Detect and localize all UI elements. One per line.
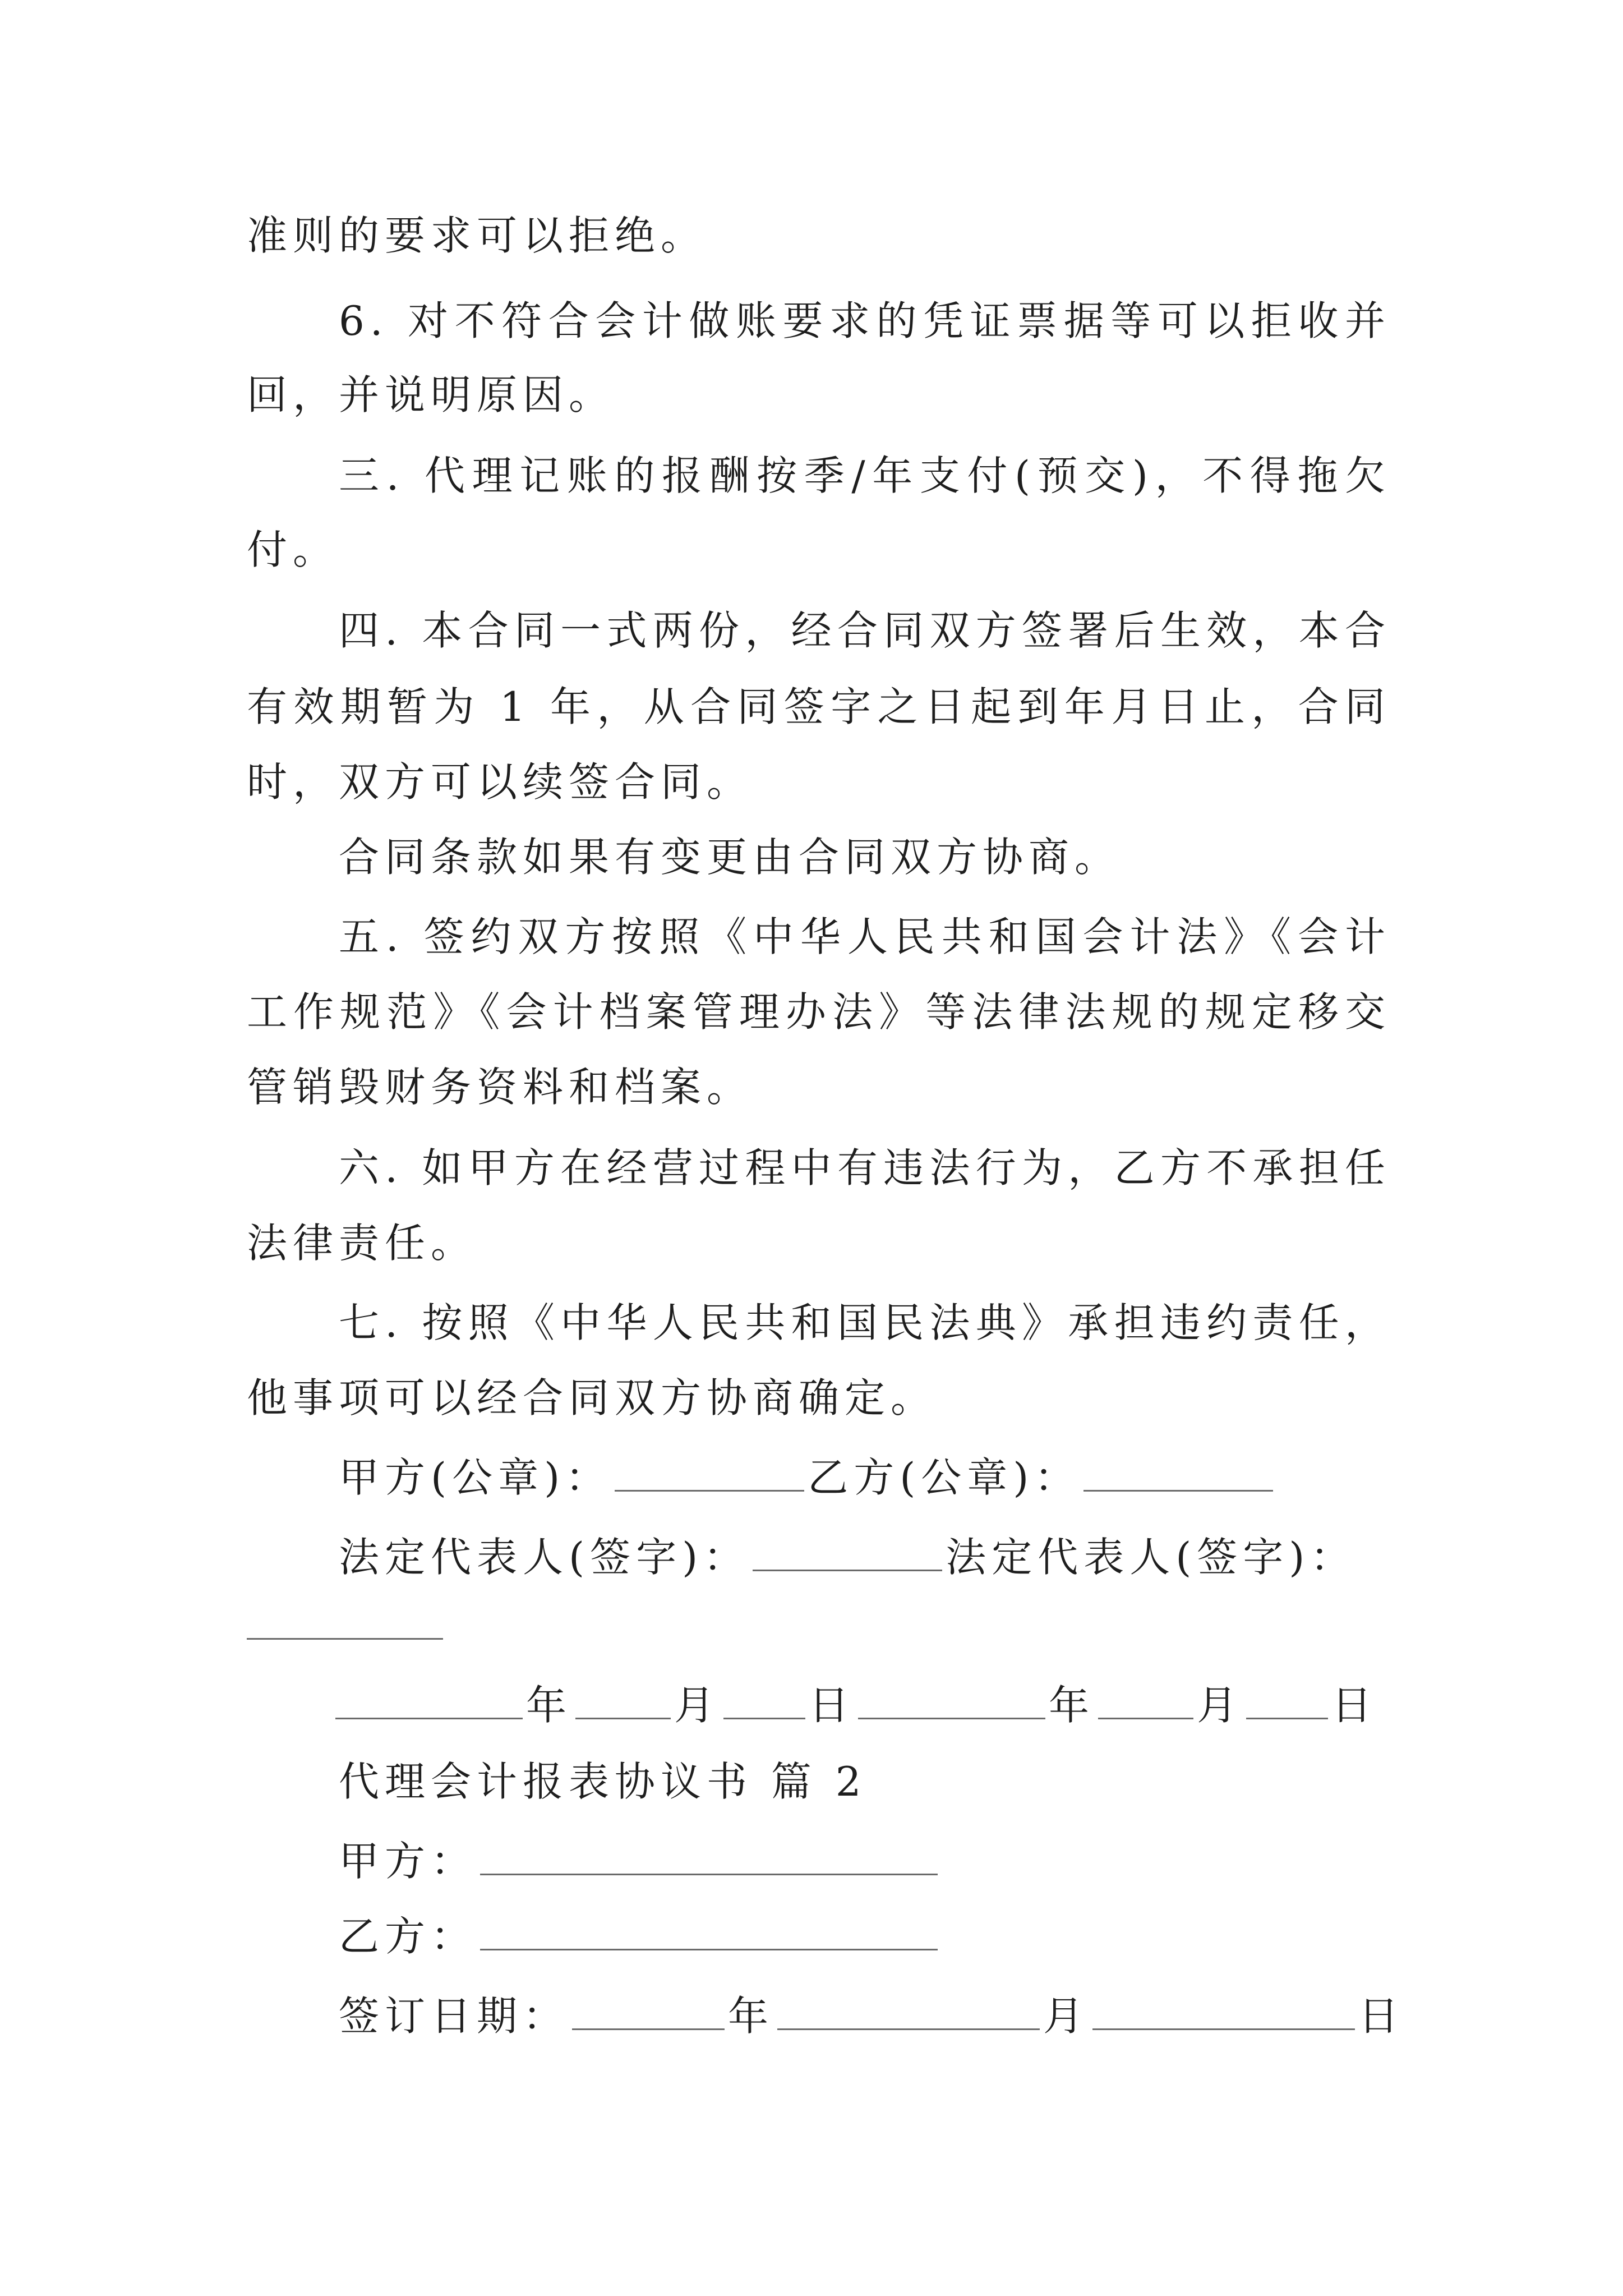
rep-a-blank	[753, 1530, 942, 1571]
day-label: 日	[1358, 1993, 1405, 2040]
paragraph-line: 时，双方可以续签合同。	[247, 758, 753, 806]
day-label: 日	[1331, 1682, 1378, 1729]
year-label: 年	[1049, 1682, 1095, 1729]
rep-b-label: 法定代表人(签字)：	[946, 1534, 1357, 1581]
party-b-seal-blank	[1083, 1451, 1273, 1492]
month-a-blank	[575, 1678, 671, 1719]
paragraph-line: 有效期暂为 1 年，从合同签字之日起到年月日止，合同	[247, 683, 1391, 730]
paragraph-line: 五. 签约双方按照《中华人民共和国会计法》《会计	[339, 913, 1391, 960]
sign-date-row	[339, 1989, 1404, 2043]
section-title: 代理会计报表协议书 篇 2	[339, 1758, 867, 1805]
year-label: 年	[728, 1993, 774, 2040]
sign-year-blank	[572, 1989, 725, 2030]
paragraph-line: 六. 如甲方在经营过程中有违法行为，乙方不承担任	[339, 1144, 1391, 1191]
month-label: 月	[1197, 1682, 1243, 1729]
paragraph-line: 工作规范》《会计档案管理办法》等法律法规的规定移交	[247, 988, 1391, 1036]
sign-month-blank	[777, 1989, 1040, 2030]
paragraph-line: 6. 对不符合会计做账要求的凭证票据等可以拒收并	[339, 297, 1391, 344]
party-a-blank	[480, 1834, 938, 1875]
party-b-label: 乙方：	[339, 1913, 477, 1960]
sign-date-label: 签订日期：	[339, 1993, 569, 2040]
paragraph-line: 合同条款如果有变更由合同双方协商。	[339, 834, 1121, 881]
month-label: 月	[1043, 1993, 1090, 2040]
seal-row	[339, 1451, 1276, 1504]
party-b-row	[339, 1910, 941, 1963]
paragraph-line: 准则的要求可以拒绝。	[247, 212, 707, 259]
day-a-blank	[723, 1678, 805, 1719]
party-a-seal-blank	[615, 1451, 804, 1492]
paragraph-line: 三. 代理记账的报酬按季/年支付(预交)，不得拖欠	[339, 452, 1391, 499]
year-a-blank	[335, 1678, 523, 1719]
paragraph-line: 他事项可以经合同双方协商确定。	[247, 1374, 937, 1421]
party-a-row	[339, 1834, 941, 1888]
month-b-blank	[1098, 1678, 1193, 1719]
paragraph-line: 管销毁财务资料和档案。	[247, 1064, 753, 1111]
month-label: 月	[674, 1682, 721, 1729]
paragraph-line: 付。	[247, 526, 339, 573]
party-b-blank	[480, 1910, 938, 1950]
day-b-blank	[1246, 1678, 1328, 1719]
party-a-label: 甲方：	[339, 1838, 477, 1885]
rep-a-label: 法定代表人(签字)：	[339, 1534, 750, 1581]
rep-b-blank	[247, 1638, 443, 1640]
paragraph-line: 七. 按照《中华人民共和国民法典》承担违约责任，	[339, 1299, 1391, 1346]
day-label: 日	[809, 1682, 855, 1729]
party-a-seal-label: 甲方(公章)：	[339, 1454, 612, 1501]
paragraph-line: 法律责任。	[247, 1220, 477, 1267]
representative-row	[339, 1530, 1356, 1584]
sign-day-blank	[1092, 1989, 1355, 2030]
party-b-seal-label: 乙方(公章)：	[808, 1454, 1081, 1501]
date-row	[335, 1678, 1377, 1732]
paragraph-line: 四. 本合同一式两份，经合同双方签署后生效，本合	[339, 607, 1391, 654]
year-b-blank	[858, 1678, 1045, 1719]
paragraph-line: 回，并说明原因。	[247, 371, 615, 418]
year-label: 年	[526, 1682, 573, 1729]
